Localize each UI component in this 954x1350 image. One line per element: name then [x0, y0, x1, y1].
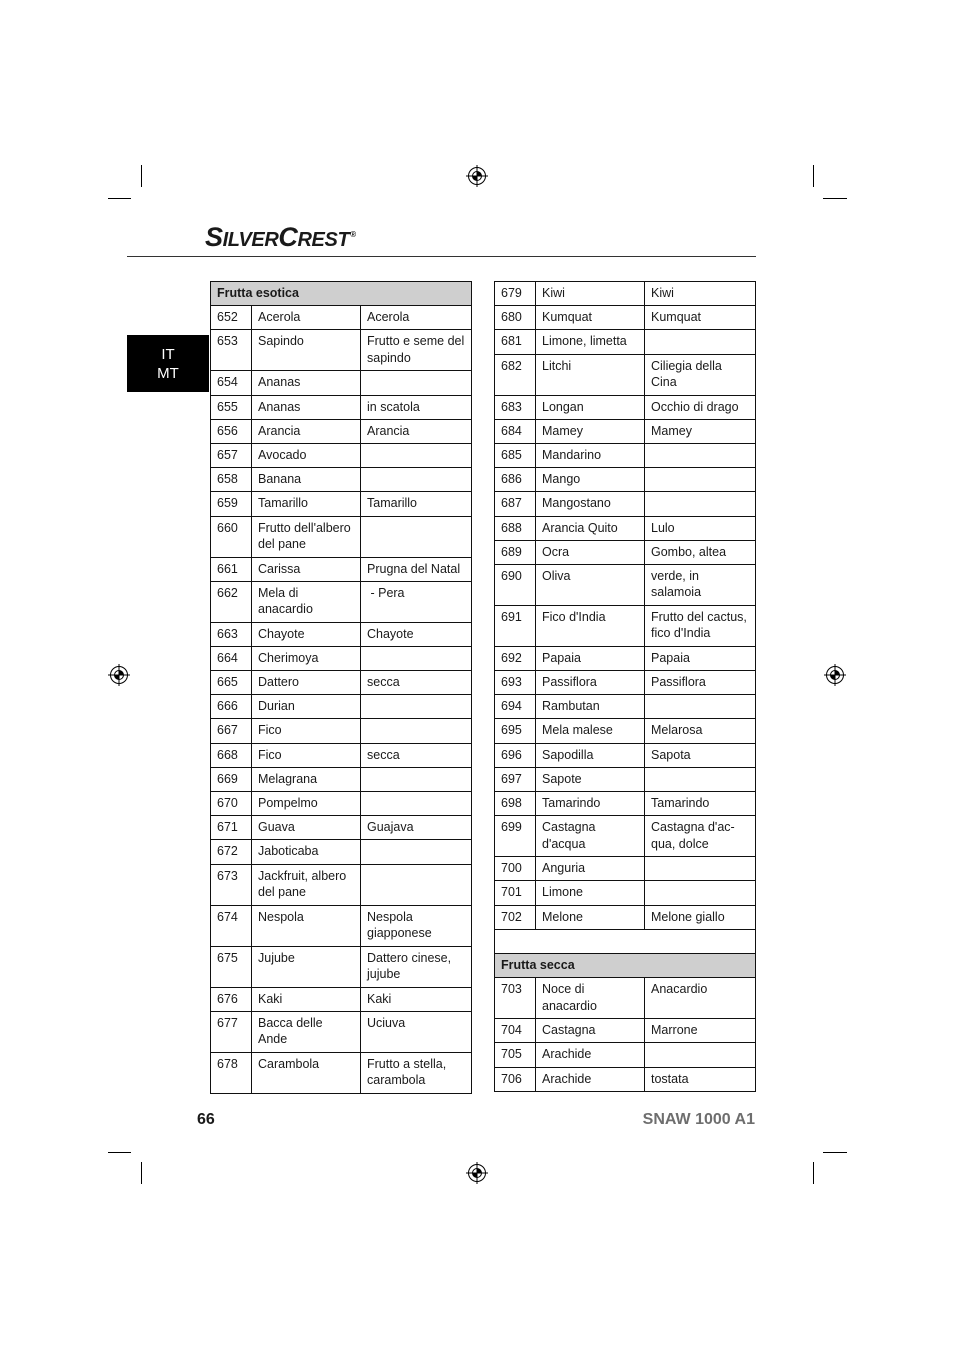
item-name: Nespola — [252, 906, 361, 946]
item-name: Limone, limetta — [536, 330, 645, 353]
table-row — [211, 558, 471, 582]
table-row — [211, 988, 471, 1012]
table-row — [211, 947, 471, 988]
item-name: Mangostano — [536, 492, 645, 515]
table-row — [495, 396, 755, 420]
table-row — [211, 744, 471, 768]
item-name: Jaboticaba — [252, 840, 361, 863]
table-row — [211, 306, 471, 330]
item-alt-name: verde, in salamoia — [651, 568, 702, 600]
item-alt-name: Mamey — [651, 423, 692, 438]
item-name: Ananas — [252, 396, 361, 419]
item-alt-name — [361, 792, 471, 815]
item-name: Arachide — [536, 1043, 645, 1066]
table-row — [495, 565, 755, 606]
item-alt-name: Kaki — [367, 991, 392, 1006]
row-number: 664 — [211, 647, 252, 670]
item-alt-name: Passiflora — [651, 675, 706, 690]
item-name: Fico — [252, 744, 361, 767]
row-number: 670 — [211, 792, 252, 815]
brand-logo — [205, 222, 356, 252]
table-row — [495, 330, 755, 354]
logo-letter: S — [205, 222, 223, 252]
row-number: 652 — [211, 306, 252, 329]
item-name: Rambutan — [536, 695, 645, 718]
item-name: Arachide — [536, 1068, 645, 1091]
item-name: Noce di anacardio — [536, 978, 645, 1018]
row-number: 688 — [495, 517, 536, 540]
logo-letters: REST — [297, 229, 350, 251]
item-name: Jujube — [252, 947, 361, 987]
row-number: 663 — [211, 623, 252, 646]
row-number: 660 — [211, 517, 252, 557]
item-alt-name: Kiwi — [651, 286, 674, 300]
item-name: Frutto dell'albero del pane — [252, 517, 361, 557]
table-row — [211, 517, 471, 558]
food-code-table-left — [210, 281, 472, 1094]
row-number: 672 — [211, 840, 252, 863]
item-alt-name: Melone giallo — [651, 909, 725, 924]
item-alt-name: Nespola giapponese — [367, 909, 432, 941]
item-alt-name: Uciuva — [367, 1015, 406, 1030]
item-name: Mela di anacardio — [252, 582, 361, 622]
registration-mark — [108, 664, 130, 686]
item-name: Passiflora — [536, 671, 645, 694]
item-name: Durian — [252, 695, 361, 718]
row-number: 668 — [211, 744, 252, 767]
row-number: 687 — [495, 492, 536, 515]
table-row — [495, 517, 755, 541]
item-alt-name: Lulo — [651, 520, 675, 535]
item-name: Kaki — [252, 988, 361, 1011]
row-number: 698 — [495, 792, 536, 815]
item-alt-name: Occhio di drago — [651, 399, 739, 414]
table-row — [211, 695, 471, 719]
item-alt-name: Frutto e seme del sapindo — [367, 334, 465, 365]
row-number: 678 — [211, 1053, 252, 1093]
registration-mark — [466, 1162, 488, 1184]
table-row — [211, 468, 471, 492]
item-alt-name — [361, 719, 471, 742]
item-name: Guava — [252, 816, 361, 839]
row-number: 686 — [495, 468, 536, 491]
item-alt-name: Arancia — [367, 423, 410, 438]
row-number: 704 — [495, 1019, 536, 1042]
row-number: 694 — [495, 695, 536, 718]
item-name: Castagna d'acqua — [536, 816, 645, 856]
row-number: 689 — [495, 541, 536, 564]
item-alt-name — [645, 881, 755, 904]
table-row — [495, 492, 755, 516]
item-alt-name: secca — [367, 675, 400, 690]
item-alt-name: Tamarindo — [651, 796, 710, 810]
item-name: Carissa — [252, 558, 361, 581]
table-row — [211, 719, 471, 743]
item-alt-name — [645, 444, 755, 467]
row-number: 673 — [211, 865, 252, 905]
item-name: Dattero — [252, 671, 361, 694]
item-alt-name: Guajava — [367, 820, 414, 835]
section-header-row — [211, 282, 471, 306]
row-number: 691 — [495, 606, 536, 646]
language-code: MT — [157, 365, 179, 382]
item-alt-name: Anacardio — [651, 982, 708, 997]
item-alt-name: secca — [367, 747, 400, 762]
item-alt-name: Ciliegia della Cina — [651, 358, 722, 390]
item-alt-name — [645, 857, 755, 880]
row-number: 696 — [495, 744, 536, 767]
table-row — [495, 816, 755, 857]
row-number: 661 — [211, 558, 252, 581]
table-row — [495, 1019, 755, 1043]
table-row — [495, 606, 755, 647]
item-name: Anguria — [536, 857, 645, 880]
item-alt-name — [361, 865, 471, 905]
row-number: 669 — [211, 768, 252, 791]
row-number: 665 — [211, 671, 252, 694]
item-name: Chayote — [252, 623, 361, 646]
item-alt-name: Dattero cinese, jujube — [367, 950, 452, 982]
row-number: 690 — [495, 565, 536, 605]
item-name: Sapindo — [252, 330, 361, 370]
row-number: 699 — [495, 816, 536, 856]
item-alt-name — [361, 768, 471, 791]
row-number: 666 — [211, 695, 252, 718]
row-number: 700 — [495, 857, 536, 880]
table-row — [495, 1043, 755, 1067]
item-name: Ananas — [252, 371, 361, 394]
item-name: Litchi — [536, 355, 645, 395]
item-alt-name: Chayote — [367, 626, 414, 641]
logo-letter: C — [278, 222, 298, 252]
table-row — [211, 492, 471, 516]
section-title: Frutta esotica — [217, 286, 299, 300]
table-row — [211, 840, 471, 864]
item-name: Mandarino — [536, 444, 645, 467]
table-row — [211, 582, 471, 623]
table-row — [495, 282, 755, 306]
item-alt-name — [361, 647, 471, 670]
item-name: Tamarindo — [536, 792, 645, 815]
row-number: 697 — [495, 768, 536, 791]
row-number: 659 — [211, 492, 252, 515]
item-alt-name — [361, 371, 471, 394]
logo-letters: ILVER — [222, 229, 279, 251]
table-row — [211, 768, 471, 792]
row-number: 695 — [495, 719, 536, 742]
table-row — [495, 647, 755, 671]
row-number: 677 — [211, 1012, 252, 1052]
food-code-table-right — [494, 281, 756, 1092]
row-number: 701 — [495, 881, 536, 904]
item-alt-name — [645, 330, 755, 353]
item-alt-name: Frutto del cactus, fico d'India — [651, 609, 747, 641]
row-number: 685 — [495, 444, 536, 467]
row-number: 693 — [495, 671, 536, 694]
item-alt-name: in scatola — [367, 399, 420, 414]
row-number: 682 — [495, 355, 536, 395]
item-alt-name: Kumquat — [651, 310, 702, 325]
table-row — [495, 420, 755, 444]
item-name: Carambola — [252, 1053, 361, 1093]
item-name: Arancia Quito — [536, 517, 645, 540]
language-code: IT — [161, 346, 175, 363]
item-alt-name — [361, 517, 471, 557]
item-name: Jackfruit, albero del pane — [252, 865, 361, 905]
table-row — [495, 541, 755, 565]
item-alt-name: tostata — [651, 1071, 689, 1086]
row-number: 655 — [211, 396, 252, 419]
registration-mark — [466, 165, 488, 187]
table-row — [495, 744, 755, 768]
row-number: 674 — [211, 906, 252, 946]
table-row — [211, 330, 471, 371]
row-number: 684 — [495, 420, 536, 443]
item-name: Mango — [536, 468, 645, 491]
row-number: 657 — [211, 444, 252, 467]
table-row — [495, 906, 755, 930]
table-row — [495, 695, 755, 719]
row-number: 654 — [211, 371, 252, 394]
row-number: 679 — [495, 282, 536, 305]
item-alt-name: Papaia — [651, 650, 690, 665]
language-tab — [127, 335, 209, 392]
row-number: 702 — [495, 906, 536, 929]
item-alt-name — [645, 695, 755, 718]
table-row — [211, 371, 471, 395]
item-alt-name: Acerola — [367, 310, 410, 325]
item-alt-name — [361, 695, 471, 718]
row-number: 683 — [495, 396, 536, 419]
table-row — [495, 978, 755, 1019]
table-row — [211, 816, 471, 840]
item-alt-name — [645, 492, 755, 515]
table-row — [211, 865, 471, 906]
item-name: Banana — [252, 468, 361, 491]
item-alt-name — [361, 468, 471, 491]
table-row — [495, 857, 755, 881]
item-alt-name: Tamarillo — [367, 496, 418, 511]
item-name: Acerola — [252, 306, 361, 329]
table-row — [211, 396, 471, 420]
table-row — [211, 671, 471, 695]
item-name: Oliva — [536, 565, 645, 605]
header-rule — [127, 256, 756, 257]
table-row — [211, 420, 471, 444]
item-name: Castagna — [536, 1019, 645, 1042]
item-name: Cherimoya — [252, 647, 361, 670]
page-number: 66 — [197, 1111, 215, 1128]
section-title: Frutta secca — [501, 957, 575, 972]
blank-row — [495, 930, 755, 954]
table-row — [495, 881, 755, 905]
row-number: 675 — [211, 947, 252, 987]
item-alt-name — [361, 444, 471, 467]
item-name: Arancia — [252, 420, 361, 443]
model-name: SNAW 1000 A1 — [642, 1111, 755, 1128]
table-row — [211, 1012, 471, 1053]
item-name: Papaia — [536, 647, 645, 670]
item-alt-name — [645, 468, 755, 491]
table-row — [211, 906, 471, 947]
table-row — [495, 355, 755, 396]
item-alt-name — [645, 1043, 755, 1066]
table-row — [211, 444, 471, 468]
row-number: 703 — [495, 978, 536, 1018]
item-alt-name: Melarosa — [651, 723, 703, 738]
item-alt-name: - Pera — [367, 585, 405, 600]
table-row — [495, 468, 755, 492]
item-name: Sapodilla — [536, 744, 645, 767]
item-name: Avocado — [252, 444, 361, 467]
item-alt-name — [361, 840, 471, 863]
item-alt-name: Marrone — [651, 1023, 698, 1038]
item-alt-name: Prugna del Natal — [367, 561, 461, 576]
row-number: 671 — [211, 816, 252, 839]
row-number: 680 — [495, 306, 536, 329]
table-row — [495, 306, 755, 330]
item-alt-name — [645, 768, 755, 791]
registration-mark — [824, 664, 846, 686]
table-row — [211, 647, 471, 671]
item-name: Melone — [536, 906, 645, 929]
item-name: Tamarillo — [252, 492, 361, 515]
section-header-row — [495, 954, 755, 978]
item-name: Fico d'India — [536, 606, 645, 646]
item-name: Kumquat — [536, 306, 645, 329]
row-number: 653 — [211, 330, 252, 370]
item-name: Fico — [252, 719, 361, 742]
table-row — [495, 1068, 755, 1092]
item-alt-name: Sapota — [651, 747, 691, 762]
item-name: Ocra — [536, 541, 645, 564]
item-name: Melagrana — [252, 768, 361, 791]
table-row — [495, 719, 755, 743]
registered-mark: ® — [350, 230, 357, 239]
row-number: 667 — [211, 719, 252, 742]
table-row — [495, 792, 755, 816]
row-number: 658 — [211, 468, 252, 491]
table-row — [495, 444, 755, 468]
table-row — [495, 768, 755, 792]
item-name: Bacca delle Ande — [252, 1012, 361, 1052]
item-name: Mela malese — [536, 719, 645, 742]
item-alt-name: Gombo, altea — [651, 544, 727, 559]
item-alt-name: Frutto a stella, carambola — [367, 1056, 447, 1088]
item-name: Limone — [536, 881, 645, 904]
table-row — [211, 1053, 471, 1094]
row-number: 656 — [211, 420, 252, 443]
row-number: 662 — [211, 582, 252, 622]
row-number: 676 — [211, 988, 252, 1011]
item-name: Sapote — [536, 768, 645, 791]
item-name: Longan — [536, 396, 645, 419]
item-alt-name: Castagna d'ac- qua, dolce — [651, 820, 735, 851]
row-number: 681 — [495, 330, 536, 353]
item-name: Mamey — [536, 420, 645, 443]
row-number: 705 — [495, 1043, 536, 1066]
table-row — [211, 623, 471, 647]
row-number: 706 — [495, 1068, 536, 1091]
item-name: Pompelmo — [252, 792, 361, 815]
row-number: 692 — [495, 647, 536, 670]
item-name: Kiwi — [536, 282, 645, 305]
table-row — [211, 792, 471, 816]
table-row — [495, 671, 755, 695]
